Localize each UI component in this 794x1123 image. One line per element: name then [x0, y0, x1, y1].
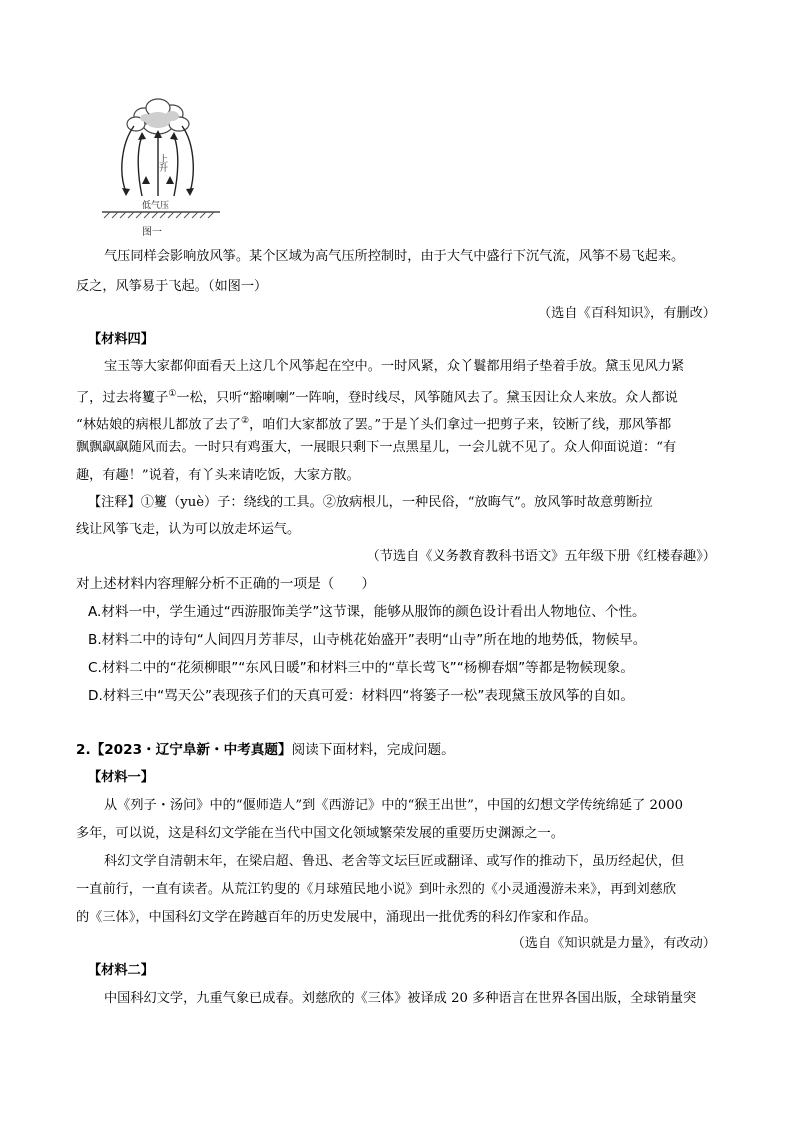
- option-c: C.材料二中的“花须柳眼”“东风日暖”和材料三中的“草长莺飞”“杨柳春烟”等都是物候现象。: [88, 660, 634, 676]
- figure-caption: 图一: [142, 227, 162, 238]
- pressure-diagram: [96, 92, 226, 242]
- paragraph-line: 的《三体》，中国科幻文学在跨越百年的历史发展中，涌现出一批优秀的科幻作家和作品。: [76, 910, 597, 925]
- paragraph-line: 宝玉等大家都仰面看天上这几个风筝起在空中。一时风紧，众丫鬟都用绢子垫着手放。黛玉见风力紧: [104, 359, 685, 374]
- paragraph-segment: 一松，只听“豁喇喇”一阵响，登时线尽，风筝随风去了。黛玉因让众人来放。众人都说: [176, 390, 678, 406]
- paragraph-line: 从《列子・汤问》中的“偃师造人”到《西游记》中的“猴王出世”，中国的幻想文学传统绵延了 2000: [104, 798, 684, 813]
- label-low-pressure: 低气压: [142, 201, 170, 211]
- material-heading: 【材料一】: [88, 770, 154, 785]
- question-source-tag: 【2023・辽宁阜新・中考真题】: [90, 742, 292, 758]
- material-heading: 【材料二】: [88, 963, 154, 978]
- pressure-diagram-svg: [96, 92, 226, 242]
- label-up: 上升: [157, 154, 167, 172]
- paragraph-line: 气压同样会影响放风筝。某个区域为高气压所控制时，由于大气中盛行下沉气流，风筝不易飞起来。: [104, 249, 685, 264]
- option-a: A.材料一中，学生通过“西游服饰美学”这节课，能够从服饰的颜色设计看出人物地位、个性。: [88, 604, 646, 620]
- footnote-mark: ①: [168, 389, 177, 399]
- paragraph-line: 科幻文学自清朝末年，在梁启超、鲁迅、老舍等文坛巨匠或翻译、或写作的推动下，虽历经起伏，但: [104, 854, 685, 869]
- paragraph-line: 中国科幻文学，九重气象已成春。刘慈欣的《三体》被译成 20 多种语言在世界各国出版，全球销量突: [104, 991, 697, 1006]
- paragraph-line: 反之，风筝易于飞起。（如图一）: [76, 279, 268, 294]
- material-heading: 【材料四】: [88, 332, 154, 347]
- footnote-mark: ②: [241, 416, 250, 426]
- question-number: 2.: [76, 742, 91, 758]
- source-citation: （选自《知识就是力量》，有改动）: [511, 936, 716, 951]
- paragraph-line: 趣，有趣！”说着，有丫头来请吃饭，大家方散。: [76, 468, 360, 483]
- paragraph-line: 飘飘飖飖随风而去。一时只有鸡蛋大，一展眼只剩下一点黑星儿，一会儿就不见了。众人仰面说道：“有: [76, 440, 677, 455]
- question-instruction: 阅读下面材料，完成问题。: [291, 742, 455, 758]
- question-header: [76, 741, 455, 759]
- source-citation: （节选自《义务教育教科书语文》五年级下册《红楼春趣》）: [366, 549, 716, 564]
- ground-hatch: [104, 212, 214, 218]
- source-citation: （选自《百科知识》，有删改）: [537, 306, 716, 321]
- paragraph-line: 一直前行，一直有读者。从荒江钓叟的《月球殖民地小说》到叶永烈的《小灵通漫游未来》，再到刘慈欣: [76, 882, 677, 897]
- option-d: D.材料三中“骂天公”表现孩子们的天真可爱：材料四“将篓子一松”表现黛玉放风筝的自如。: [88, 688, 634, 704]
- paragraph-line: [76, 412, 671, 434]
- paragraph-line: 多年，可以说，这是科幻文学能在当代中国文化领域繁荣发展的重要历史渊源之一。: [76, 826, 564, 841]
- paragraph-segment: “林姑娘的病根儿都放了去了: [76, 417, 241, 433]
- annotation-line: 线让风筝飞走，认为可以放走坏运气。: [76, 522, 301, 537]
- option-b: B.材料二中的诗句“人间四月芳菲尽，山寺桃花始盛开”表明“山寺”所在地的地势低，物候早。: [88, 632, 647, 648]
- paragraph-line: [76, 385, 678, 407]
- annotation-line: 【注释】①籰（yuè）子：绕线的工具。②放病根儿，一种民俗，“放晦气”。放风筝时故意剪断拉: [88, 495, 653, 510]
- question-stem: 对上述材料内容理解分析不正确的一项是（ ）: [76, 576, 376, 592]
- paragraph-segment: ，咱们大家都放了罢。”于是丫头们拿过一把剪子来，铰断了线，那风筝都: [249, 417, 672, 433]
- paragraph-segment: 了，过去将籰子: [76, 390, 169, 406]
